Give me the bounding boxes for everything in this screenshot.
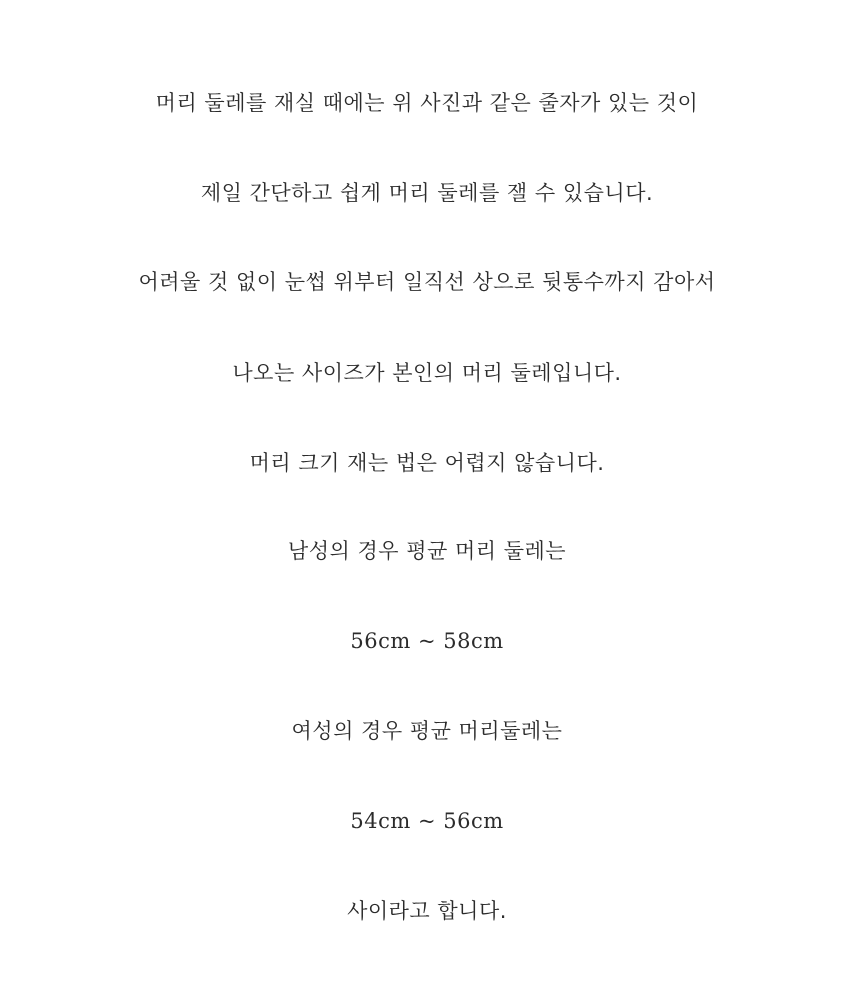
paragraph-line-1: 머리 둘레를 재실 때에는 위 사진과 같은 줄자가 있는 것이 [155,91,699,115]
male-average-label: 남성의 경우 평균 머리 둘레는 [287,539,567,563]
female-average-range: 54cm ~ 56cm [350,809,504,833]
paragraph-line-3: 어려울 것 없이 눈썹 위부터 일직선 상으로 뒷통수까지 감아서 [138,270,716,294]
paragraph-line-2: 제일 간단하고 쉽게 머리 둘레를 잴 수 있습니다. [200,181,654,205]
paragraph-line-4: 나오는 사이즈가 본인의 머리 둘레입니다. [232,361,622,385]
closing-line: 사이라고 합니다. [347,899,507,923]
paragraph-line-5: 머리 크기 재는 법은 어렵지 않습니다. [249,451,605,475]
male-average-range: 56cm ~ 58cm [350,629,504,653]
female-average-label: 여성의 경우 평균 머리둘레는 [291,719,563,743]
